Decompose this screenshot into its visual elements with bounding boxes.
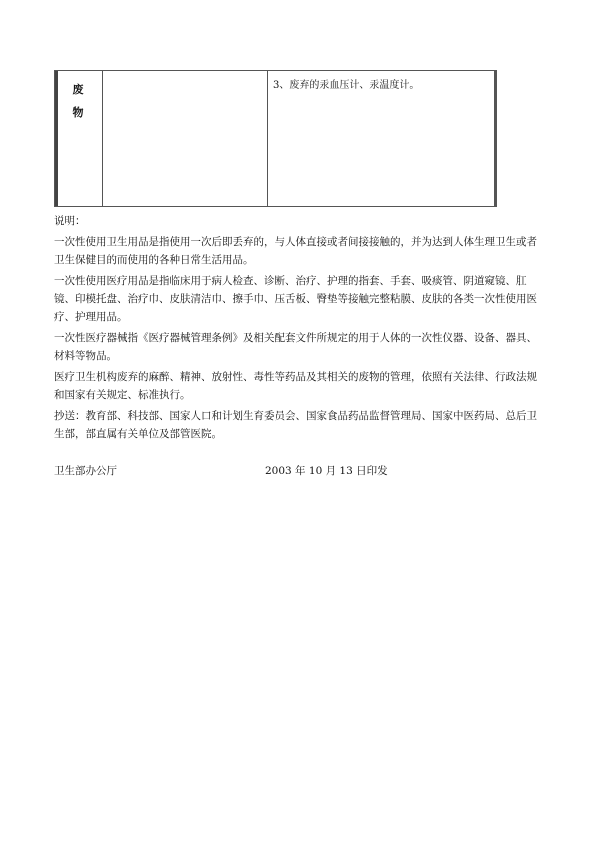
note-paragraph: 一次性使用卫生用品是指使用一次后即丢弃的，与人体直接或者间接接触的，并为达到人体生理卫生或者卫生保健目的而使用的各种日常生活用品。 [54, 236, 537, 266]
note-paragraph: 医疗卫生机构废弃的麻醉、精神、放射性、毒性等药品及其相关的废物的管理，依照有关法律、行政法规和国家有关规定、标准执行。 [54, 371, 537, 401]
note-paragraph: 一次性使用医疗用品是指临床用于病人检查、诊断、治疗、护理的指套、手套、吸痰管、阴道窥镜、肛镜、印模托盘、治疗巾、皮肤清洁巾、擦手巾、压舌板、臀垫等接触完整粘膜、皮肤的各类一次性使用医疗、护理用品。 [54, 275, 537, 323]
issuer-name: 卫生部办公厅 [54, 465, 117, 477]
waste-item-cell: 3、废弃的汞血压计、汞温度计。 [273, 80, 420, 91]
row-label-cell [65, 78, 91, 124]
row-label-char: 物 [72, 106, 84, 119]
waste-table [54, 70, 497, 207]
table-right-border [494, 71, 496, 206]
row-label-char: 废 [72, 83, 84, 96]
column-divider-2 [267, 71, 268, 206]
column-divider-1 [102, 71, 103, 206]
notes-section [54, 212, 539, 443]
document-footer [54, 462, 539, 480]
note-paragraph: 一次性医疗器械指《医疗器械管理条例》及相关配套文件所规定的用于人体的一次性仪器、设备、器具、材料等物品。 [54, 332, 537, 362]
table-left-border [55, 71, 58, 206]
issue-date: 2003 年 10 月 13 日印发 [265, 465, 388, 477]
notes-heading: 说明： [54, 215, 86, 227]
cc-paragraph: 抄送：教育部、科技部、国家人口和计划生育委员会、国家食品药品监督管理局、国家中医药局、总后卫生部，部直属有关单位及部管医院。 [54, 410, 537, 440]
